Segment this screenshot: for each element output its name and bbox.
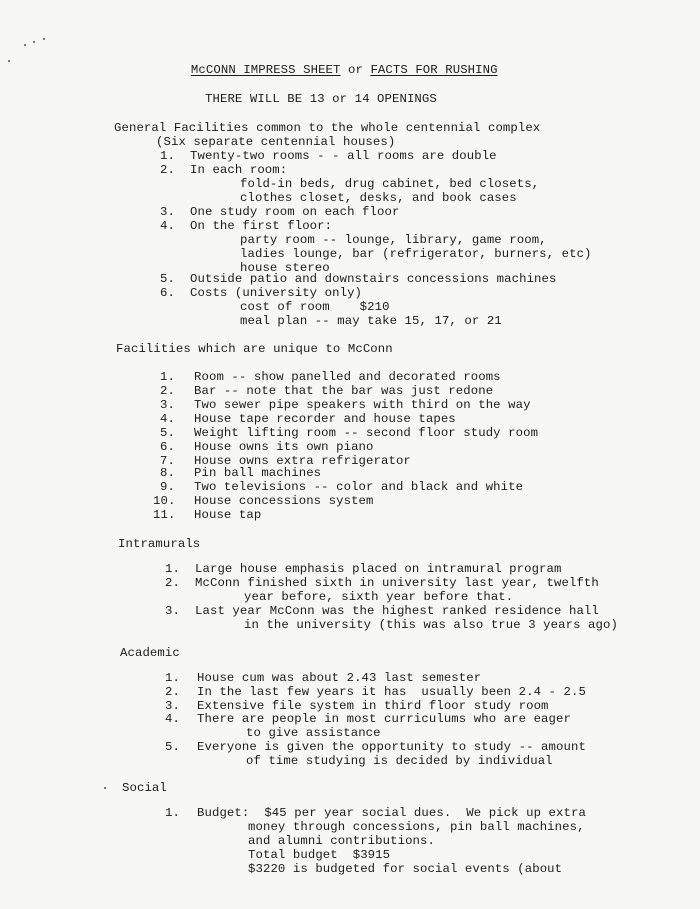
scan-speck [104, 787, 106, 789]
unique-item-num: 7. [160, 454, 175, 468]
unique-item-text: House concessions system [194, 494, 374, 508]
unique-item-num: 10. [153, 494, 176, 508]
unique-item-num: 4. [160, 412, 175, 426]
social-heading: Social [122, 781, 167, 795]
academic-item-continuation: to give assistance [246, 726, 381, 740]
openings-subtitle: THERE WILL BE 13 or 14 OPENINGS [205, 92, 437, 106]
academic-item-num: 5. [165, 740, 180, 754]
social-item-num: 1. [165, 806, 180, 820]
intramurals-item-num: 3. [165, 604, 180, 618]
unique-item-text: House tape recorder and house tapes [194, 412, 456, 426]
unique-item-text: Pin ball machines [194, 466, 322, 480]
academic-item-text: In the last few years it has usually been 2.4 - 2.5 [197, 685, 586, 699]
intramurals-item-text: Last year McConn was the highest ranked residence hall [195, 604, 599, 618]
academic-item-text: Extensive file system in third floor study room [197, 699, 549, 713]
title-joiner: or [340, 63, 371, 77]
academic-item-text: There are people in most curriculums who are eager [197, 712, 571, 726]
general-item-continuation: fold-in beds, drug cabinet, bed closets, [240, 177, 540, 191]
unique-item-num: 3. [160, 398, 175, 412]
unique-item-num: 2. [160, 384, 175, 398]
social-item-continuation: and alumni contributions. [248, 834, 435, 848]
general-item-text: One study room on each floor [190, 205, 400, 219]
intramurals-item-text: Large house emphasis placed on intramural program [195, 562, 562, 576]
general-item-text: On the first floor: [190, 219, 333, 233]
unique-item-num: 1. [160, 370, 175, 384]
general-item-text: Outside patio and downstairs concessions machines [190, 272, 557, 286]
social-item-continuation: Total budget $3915 [248, 848, 391, 862]
unique-item-num: 6. [160, 440, 175, 454]
unique-item-text: House owns its own piano [194, 440, 374, 454]
unique-item-num: 5. [160, 426, 175, 440]
scan-speck [24, 44, 26, 46]
general-item-continuation: house stereo [240, 261, 330, 275]
social-item-text: Budget: $45 per year social dues. We pick up extra [197, 806, 586, 820]
academic-item-continuation: of time studying is decided by individual [246, 754, 553, 768]
unique-item-num: 11. [153, 508, 176, 522]
general-item-num: 3. [160, 205, 175, 219]
general-item-num: 5. [160, 272, 175, 286]
general-item-continuation: clothes closet, desks, and book cases [240, 191, 517, 205]
unique-item-text: House tap [194, 508, 262, 522]
intramurals-item-num: 1. [165, 562, 180, 576]
intramurals-item-num: 2. [165, 576, 180, 590]
unique-item-text: Two sewer pipe speakers with third on the way [194, 398, 531, 412]
social-item-continuation: $3220 is budgeted for social events (about [248, 862, 563, 876]
general-item-continuation: party room -- lounge, library, game room, [240, 233, 547, 247]
intramurals-heading: Intramurals [118, 537, 201, 551]
academic-item-num: 2. [165, 685, 180, 699]
document-title [161, 49, 498, 91]
unique-item-text: Weight lifting room -- second floor study room [194, 426, 539, 440]
intramurals-item-continuation: year before, sixth year before that. [244, 590, 514, 604]
general-item-text: Costs (university only) [190, 286, 363, 300]
academic-item-num: 1. [165, 671, 180, 685]
academic-item-text: House cum was about 2.43 last semester [197, 671, 482, 685]
unique-item-num: 9. [160, 480, 175, 494]
title-part-2: FACTS FOR RUSHING [370, 63, 498, 77]
social-item-continuation: money through concessions, pin ball machines, [248, 820, 585, 834]
general-heading: General Facilities common to the whole centennial complex [114, 121, 541, 135]
title-part-1: McCONN IMPRESS SHEET [190, 63, 341, 77]
intramurals-item-text: McConn finished sixth in university last year, twelfth [195, 576, 599, 590]
general-item-continuation: cost of room $210 [240, 300, 390, 314]
scan-speck [43, 38, 45, 40]
academic-item-text: Everyone is given the opportunity to study -- amount [197, 740, 586, 754]
unique-item-text: House owns extra refrigerator [194, 454, 411, 468]
general-item-num: 1. [160, 149, 175, 163]
general-item-text: In each room: [190, 163, 288, 177]
general-item-continuation: ladies lounge, bar (refrigerator, burners, etc) [240, 247, 592, 261]
unique-heading: Facilities which are unique to McConn [116, 342, 393, 356]
general-item-continuation: meal plan -- may take 15, 17, or 21 [240, 314, 502, 328]
academic-item-num: 3. [165, 699, 180, 713]
general-subheading: (Six separate centennial houses) [156, 135, 396, 149]
unique-item-text: Room -- show panelled and decorated rooms [194, 370, 501, 384]
unique-item-num: 8. [160, 466, 175, 480]
unique-item-text: Bar -- note that the bar was just redone [194, 384, 494, 398]
academic-item-num: 4. [165, 712, 180, 726]
general-item-num: 6. [160, 286, 175, 300]
general-item-num: 2. [160, 163, 175, 177]
intramurals-item-continuation: in the university (this was also true 3 years ago) [244, 618, 618, 632]
unique-item-text: Two televisions -- color and black and white [194, 480, 524, 494]
general-item-text: Twenty-two rooms - - all rooms are double [190, 149, 497, 163]
scan-speck [33, 41, 35, 43]
academic-heading: Academic [120, 646, 180, 660]
scan-speck [8, 60, 10, 62]
general-item-num: 4. [160, 219, 175, 233]
